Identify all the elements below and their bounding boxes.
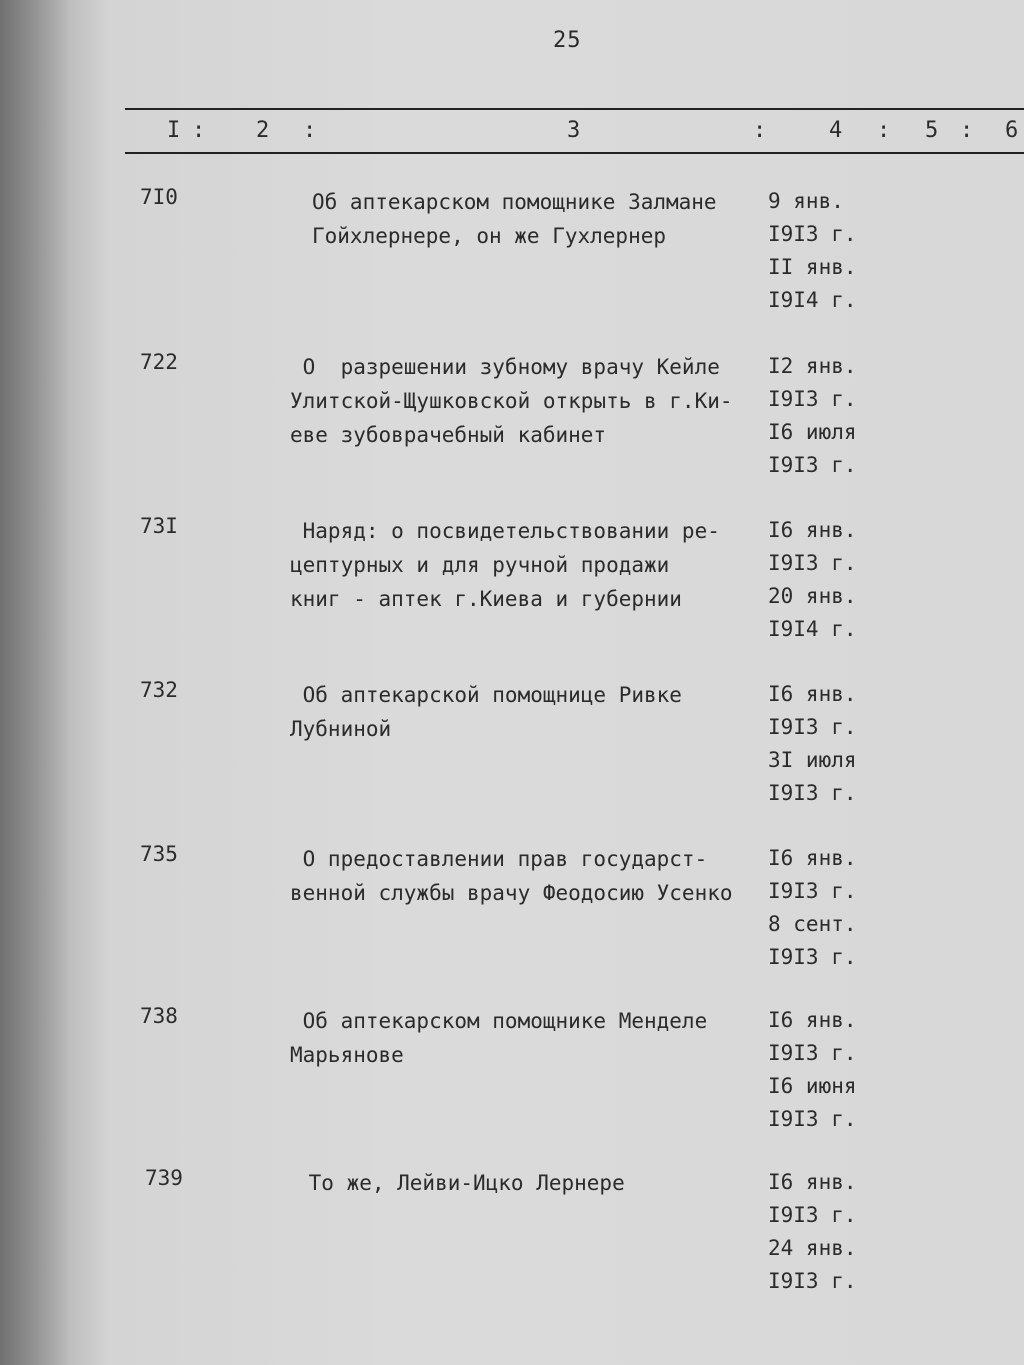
header-col-4: 4 xyxy=(829,118,843,143)
entry-dates: I6 янв. I9I3 г. 8 сент. I9I3 г. xyxy=(768,846,857,969)
header-sep-4: : xyxy=(877,118,891,143)
entry-description: Об аптекарской помощнице Ривке Лубниной xyxy=(290,683,682,741)
entry-description: О предоставлении прав государст- венной службы врачу Феодосию Усенко xyxy=(290,847,733,905)
entry-number: 7I0 xyxy=(140,185,178,209)
entry-number: 732 xyxy=(140,678,178,702)
page-number: 25 xyxy=(553,28,582,53)
header-col-5: 5 xyxy=(925,118,939,143)
header-sep-2: : xyxy=(303,118,317,143)
header-col-6: 6 xyxy=(1005,118,1019,143)
header-sep-5: : xyxy=(960,118,974,143)
entry-description: Об аптекарском помощнике Менделе Марьянове xyxy=(290,1009,708,1067)
entry-number: 738 xyxy=(140,1004,178,1028)
entry-description: Наряд: о посвидетельствовании ре- цептурных и для ручной продажи книг - аптек г.Киева и губернии xyxy=(290,519,720,611)
entry-dates: 9 янв. I9I3 г. II янв. I9I4 г. xyxy=(768,189,857,312)
header-sep-1: : xyxy=(192,118,206,143)
header-col-2: 2 xyxy=(256,118,270,143)
entry-dates: I6 янв. I9I3 г. I6 июня I9I3 г. xyxy=(768,1008,857,1131)
entry-number: 739 xyxy=(145,1166,183,1190)
entry-dates: I6 янв. I9I3 г. 3I июля I9I3 г. xyxy=(768,682,857,805)
entry-description: То же, Лейви-Ицко Лернере xyxy=(296,1171,625,1195)
entry-dates: I2 янв. I9I3 г. I6 июля I9I3 г. xyxy=(768,354,857,477)
entry-dates: I6 янв. I9I3 г. 24 янв. I9I3 г. xyxy=(768,1170,857,1293)
header-col-3: 3 xyxy=(567,118,581,143)
entry-description: О разрешении зубному врачу Кейле Улитской-Щушковской открыть в г.Ки- еве зубоврачебный кабинет xyxy=(290,355,733,447)
entry-number: 735 xyxy=(140,842,178,866)
entry-number: 722 xyxy=(140,350,178,374)
entry-number: 73I xyxy=(140,514,178,538)
header-bottom-rule xyxy=(125,152,1024,154)
header-sep-3: : xyxy=(753,118,767,143)
entry-dates: I6 янв. I9I3 г. 20 янв. I9I4 г. xyxy=(768,518,857,641)
entry-description: Об аптекарском помощнике Залмане Гойхлернере, он же Гухлернер xyxy=(312,190,717,248)
header-top-rule xyxy=(125,108,1024,110)
header-col-1: I xyxy=(167,118,181,143)
